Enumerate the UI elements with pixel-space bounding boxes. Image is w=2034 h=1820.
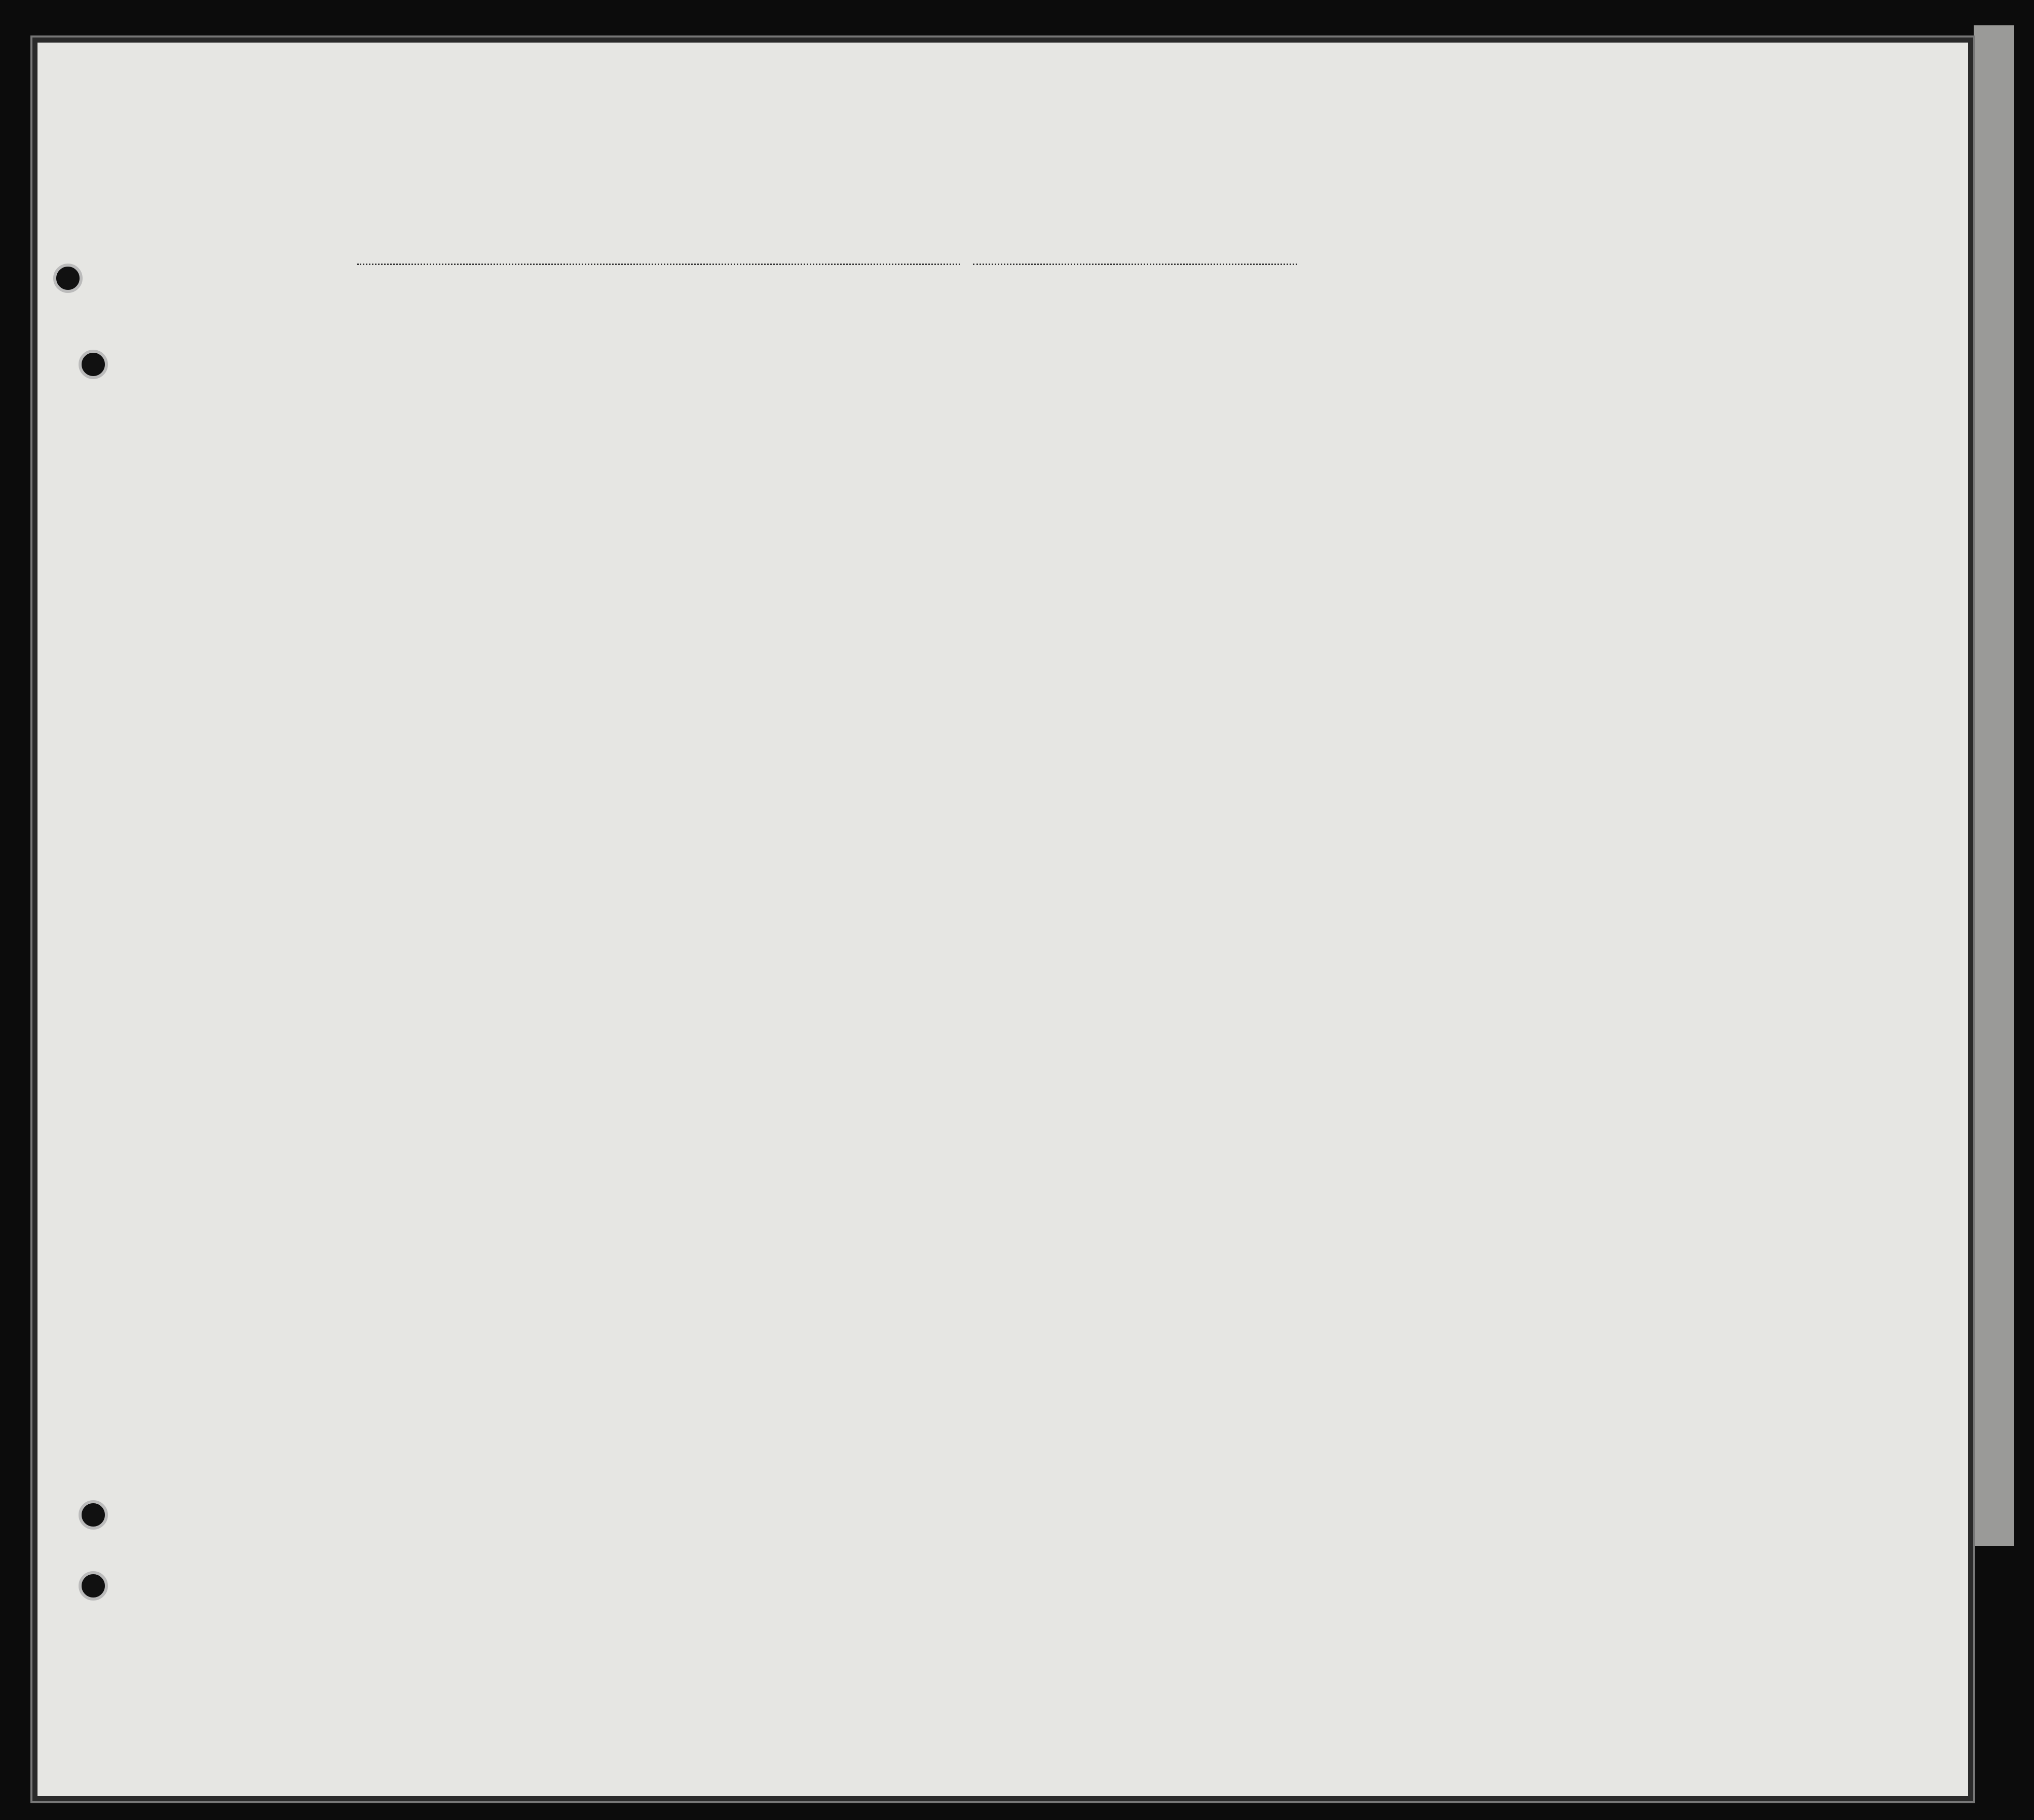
binder-hole: [53, 264, 83, 293]
binder-hole: [79, 1500, 108, 1530]
binder-hole: [79, 1571, 108, 1601]
binder-hole: [79, 350, 108, 379]
manifest-table: [122, 289, 1931, 1632]
page-edge: [1974, 25, 2014, 1546]
